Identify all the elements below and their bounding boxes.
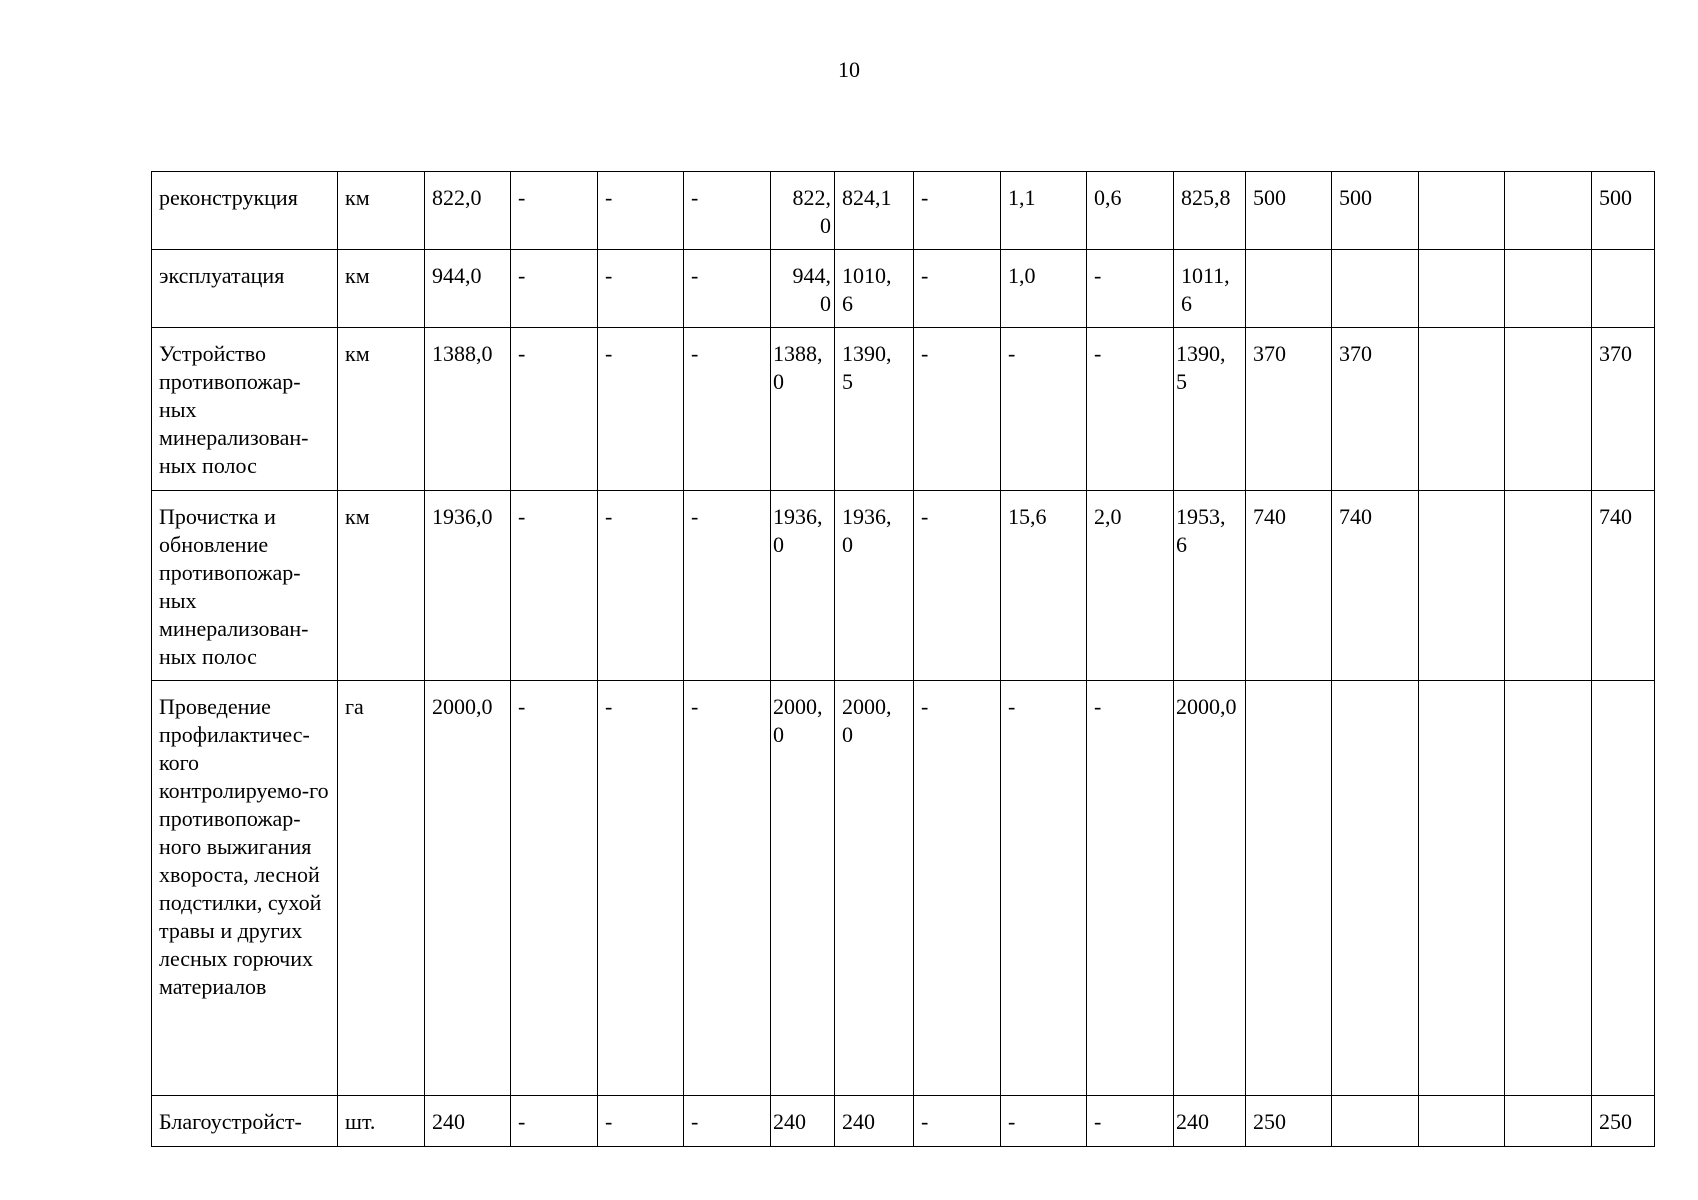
table-row (152, 172, 1655, 250)
table-cell (1505, 250, 1592, 328)
table-cell: - (684, 328, 771, 491)
table-cell: 822,0 (425, 172, 511, 250)
table-row (152, 250, 1655, 328)
table-cell: - (914, 328, 1001, 491)
table-cell: - (1087, 1096, 1174, 1147)
table-cell: 2000, 0 (835, 681, 914, 1096)
table-cell (1246, 250, 1332, 328)
table-cell: 370 (1246, 328, 1332, 491)
table-cell: км (338, 172, 425, 250)
table-cell: - (1001, 1096, 1087, 1147)
table-cell: 740 (1592, 491, 1655, 681)
table-cell: - (511, 681, 598, 1096)
table-cell (1505, 328, 1592, 491)
table-cell: км (338, 328, 425, 491)
table-cell: - (1001, 328, 1087, 491)
table-cell: 15,6 (1001, 491, 1087, 681)
table-cell: шт. (338, 1096, 425, 1147)
table-cell: - (598, 250, 684, 328)
table-cell (1419, 1096, 1505, 1147)
table-cell: - (684, 1096, 771, 1147)
table-cell: 250 (1592, 1096, 1655, 1147)
table-cell: - (914, 172, 1001, 250)
table-row (152, 328, 1655, 491)
row-label-cell: Устройство противопожар-ных минерализован-ных полос (152, 328, 338, 491)
table-cell: 1,0 (1001, 250, 1087, 328)
table-cell: 1388,0 (425, 328, 511, 491)
table-cell: - (914, 491, 1001, 681)
table-cell: - (1087, 250, 1174, 328)
table-cell: - (1087, 328, 1174, 491)
row-label-cell: Проведение профилактичес-кого контролируемо-го противопожар-ного выжигания хвороста, лесной подстилки, сухой травы и других лесных горючих материалов (152, 681, 338, 1096)
table-cell: 824,1 (835, 172, 914, 250)
table-cell: 825,8 (1174, 172, 1246, 250)
table-cell: 1388, 0 (771, 328, 835, 491)
table-cell: - (511, 250, 598, 328)
table-cell (1592, 681, 1655, 1096)
table-cell: - (511, 1096, 598, 1147)
table-cell: - (511, 491, 598, 681)
table-cell: 1011, 6 (1174, 250, 1246, 328)
table-cell: 1936, 0 (771, 491, 835, 681)
table-cell: 944,0 (425, 250, 511, 328)
table-cell: 822, 0 (771, 172, 835, 250)
table-cell: 500 (1332, 172, 1419, 250)
row-label-cell: эксплуатация (152, 250, 338, 328)
table-cell: - (598, 328, 684, 491)
table-row (152, 1096, 1655, 1147)
row-label-cell: реконструкция (152, 172, 338, 250)
table-cell: - (914, 681, 1001, 1096)
table-cell: - (684, 250, 771, 328)
table-cell: - (598, 491, 684, 681)
table-cell: 740 (1246, 491, 1332, 681)
table-cell: 1010, 6 (835, 250, 914, 328)
table-row (152, 681, 1655, 1096)
table-cell: - (684, 681, 771, 1096)
table-cell: - (684, 172, 771, 250)
table-cell: км (338, 250, 425, 328)
table-cell: - (914, 250, 1001, 328)
table-cell (1332, 1096, 1419, 1147)
table-cell (1246, 681, 1332, 1096)
table-cell (1419, 491, 1505, 681)
table-cell: 250 (1246, 1096, 1332, 1147)
table-cell: 2000,0 (1174, 681, 1246, 1096)
table-cell (1332, 250, 1419, 328)
table-cell: 240 (1174, 1096, 1246, 1147)
table-cell: 1953, 6 (1174, 491, 1246, 681)
table-cell: 500 (1246, 172, 1332, 250)
table-cell: - (598, 681, 684, 1096)
table-cell (1419, 328, 1505, 491)
table-row (152, 491, 1655, 681)
table-cell: - (684, 491, 771, 681)
table-cell: 2000,0 (425, 681, 511, 1096)
table-cell: 240 (425, 1096, 511, 1147)
data-table (151, 171, 1655, 1147)
table-cell (1592, 250, 1655, 328)
table-cell: - (598, 172, 684, 250)
table-cell: - (1001, 681, 1087, 1096)
table-cell (1505, 491, 1592, 681)
table-cell: 1,1 (1001, 172, 1087, 250)
table-cell: 2000, 0 (771, 681, 835, 1096)
table-cell: 1936, 0 (835, 491, 914, 681)
table-cell: га (338, 681, 425, 1096)
table-cell: 740 (1332, 491, 1419, 681)
table-cell: 500 (1592, 172, 1655, 250)
table-cell: 944, 0 (771, 250, 835, 328)
table-cell: - (511, 172, 598, 250)
table-cell: - (1087, 681, 1174, 1096)
table-cell (1505, 1096, 1592, 1147)
table-cell: 1390, 5 (1174, 328, 1246, 491)
row-label-cell: Благоустройст- (152, 1096, 338, 1147)
table-cell: 240 (771, 1096, 835, 1147)
page-number: 10 (838, 57, 860, 82)
table-cell: 0,6 (1087, 172, 1174, 250)
table-cell (1419, 681, 1505, 1096)
table-cell (1505, 681, 1592, 1096)
table-cell: - (511, 328, 598, 491)
row-label-cell: Прочистка и обновление противопожар-ных минерализован-ных полос (152, 491, 338, 681)
table-cell: 1390, 5 (835, 328, 914, 491)
table-cell: 2,0 (1087, 491, 1174, 681)
table-cell (1419, 250, 1505, 328)
table-cell: - (914, 1096, 1001, 1147)
table-cell: км (338, 491, 425, 681)
table-cell: 370 (1592, 328, 1655, 491)
table-cell (1332, 681, 1419, 1096)
table-cell (1419, 172, 1505, 250)
table-cell: 1936,0 (425, 491, 511, 681)
table-cell (1505, 172, 1592, 250)
table-cell: - (598, 1096, 684, 1147)
table-cell: 240 (835, 1096, 914, 1147)
table-cell: 370 (1332, 328, 1419, 491)
